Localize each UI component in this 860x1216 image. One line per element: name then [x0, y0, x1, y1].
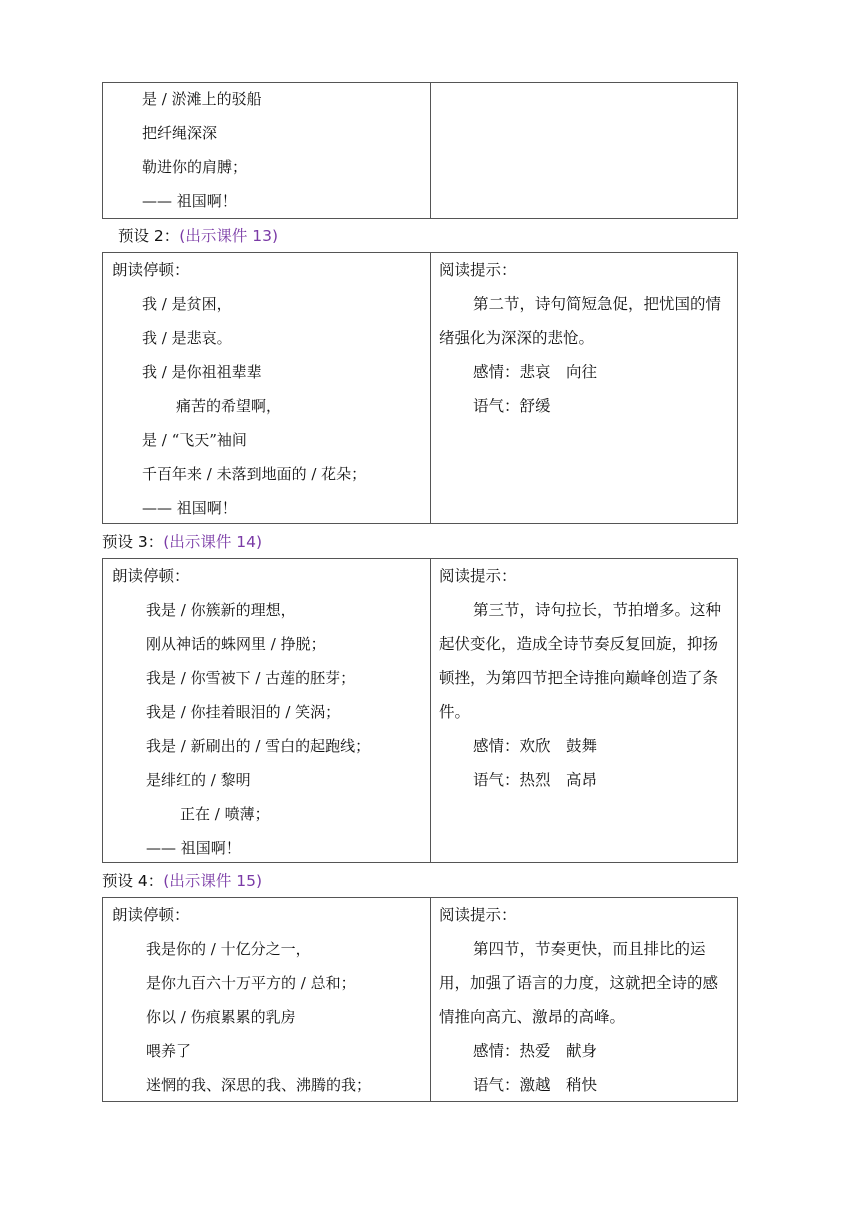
poem-line: 正在 / 喷薄； [180, 805, 270, 823]
poem-line: 是绯红的 / 黎明 [146, 771, 251, 789]
heading-prefix: 预设 2： [118, 227, 180, 245]
reading-tips-title: 阅读提示： [439, 261, 517, 279]
poem-line: 我是 / 新刷出的 / 雪白的起跑线； [146, 737, 371, 755]
poem-line: 痛苦的希望啊， [176, 397, 282, 415]
poem-line: 千百年来 / 未落到地面的 / 花朵； [142, 465, 367, 483]
poem-line: —— 祖国啊！ [146, 839, 241, 857]
poem-line: 我是 / 你雪被下 / 古莲的胚芽； [146, 669, 356, 687]
emotion-line: 感情：热爱 献身 [473, 1042, 598, 1060]
tips-column [431, 83, 737, 218]
courseware-ref: (出示课件 13) [179, 227, 279, 245]
tone-line: 语气：激越 稍快 [473, 1076, 598, 1094]
reading-pause-title: 朗读停顿： [112, 567, 190, 585]
reading-tips-title: 阅读提示： [439, 906, 517, 924]
reading-tip-text: 第二节，诗句简短急促，把忧国的情绪强化为深深的悲怆。 [439, 295, 722, 347]
section-heading-2 [118, 226, 278, 246]
poem-line: 我 / 是悲哀。 [142, 329, 232, 347]
section-heading-4 [102, 871, 262, 891]
poem-line: —— 祖国啊！ [142, 192, 237, 210]
poem-line: 是 / “飞天”袖间 [142, 431, 247, 449]
poem-line: 迷惘的我、深思的我、沸腾的我； [146, 1076, 372, 1094]
emotion-line: 感情：悲哀 向往 [473, 363, 598, 381]
poem-line: 勒进你的肩膊； [142, 158, 248, 176]
reading-tips-title: 阅读提示： [439, 567, 517, 585]
poem-line: 刚从神话的蛛网里 / 挣脱； [146, 635, 326, 653]
tone-line: 语气：舒缓 [473, 397, 551, 415]
courseware-ref: (出示课件 14) [163, 533, 263, 551]
section-heading-3 [102, 532, 262, 552]
emotion-line: 感情：欢欣 鼓舞 [473, 737, 598, 755]
poem-line: 你以 / 伤痕累累的乳房 [146, 1008, 296, 1026]
heading-prefix: 预设 3： [102, 533, 164, 551]
tone-line: 语气：热烈 高昂 [473, 771, 598, 789]
poem-line: 是 / 淤滩上的驳船 [142, 90, 262, 108]
poem-line: 我 / 是你祖祖辈辈 [142, 363, 262, 381]
poem-line: 喂养了 [146, 1042, 192, 1060]
courseware-ref: (出示课件 15) [163, 872, 263, 890]
reading-tip-text: 第四节，节奏更快，而且排比的运用，加强了语言的力度，这就把全诗的感情推向高亢、激昂的高峰。 [439, 940, 719, 1026]
reading-pause-title: 朗读停顿： [112, 906, 190, 924]
poem-line: 我是 / 你挂着眼泪的 / 笑涡； [146, 703, 341, 721]
reading-pause-title: 朗读停顿： [112, 261, 190, 279]
poem-line: 是你九百六十万平方的 / 总和； [146, 974, 356, 992]
reading-tip-text: 第三节，诗句拉长，节拍增多。这种起伏变化，造成全诗节奏反复回旋，抑扬顿挫，为第四节把全诗推向巅峰创造了条件。 [439, 601, 722, 721]
heading-prefix: 预设 4： [102, 872, 164, 890]
poem-column [103, 898, 431, 1101]
poem-line: —— 祖国啊！ [142, 499, 237, 517]
poem-line: 我是 / 你簇新的理想， [146, 601, 296, 619]
poem-line: 我是你的 / 十亿分之一， [146, 940, 311, 958]
poem-line: 把纤绳深深 [142, 124, 218, 142]
poem-line: 我 / 是贫困， [142, 295, 232, 313]
